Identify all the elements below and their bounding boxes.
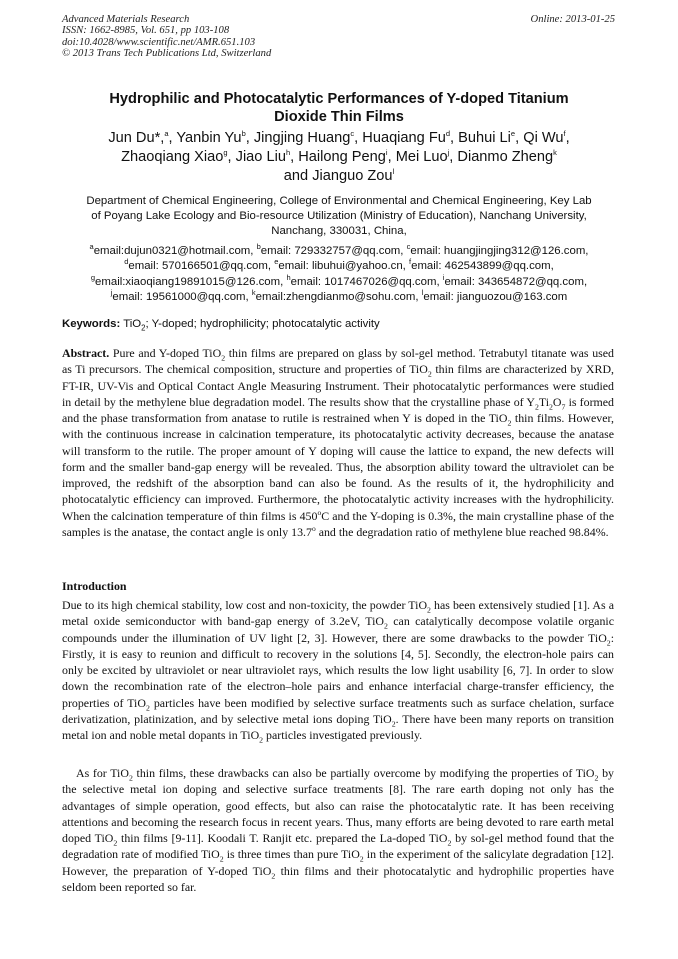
intro-paragraph-1: Due to its high chemical stability, low cost and non-toxicity, the powder TiO$_2$ has been extensively studied [1]. As a metal oxide semiconductor with band-gap energy of 3.2eV, TiO$_2$ can catalytically decompose volatile organic compounds under the illumination of UV light [2, 3]. However, there are some drawbacks to the powder TiO$_2$: Firstly, it is easy to reunion and difficult to recovery in the solutions [4, 5]. Secondly, the electron-hole pairs can only be excited by ultraviolet or near ultraviolet rays, which results the low light usability [6, 7]. In order to slow down the recombination rate of the electron–hole pairs and enhance interfacial charge-transfer efficiency, the properties of TiO$_2$ particles have been modified by selective surface treatments such as surface chelation, surface derivatization, platinization, and by selective metal ions doping TiO$_2$. There have been many reports on transition metal ion and noble metal dopants in TiO$_2$ particles investigated previously. [62, 598, 615, 745]
abstract: Abstract. Pure and Y-doped TiO$_2$ thin films are prepared on glass by sol-gel method. Tetrabutyl titanate was used as Ti precursors. The chemical composition, structure and properties of TiO$_2$ thin films are characterized by XRD, FT-IR, UV-Vis and Optical Contact Angle Measuring Instrument. Their photocatalytic performances were studied in detail by the methylene blue degradation model. The results show that the crystalline phase of $Y_2Ti_2O_7$ is formed and the phase transformation from anatase to rutile is restrained when Y is doped in the TiO$_2$ thin films. However, with the continuous increase in calcination temperature, its photocatalytic activity decreases, because the anatase will transform to the rutile. The proper amount of Y doping will cause the lattice to expand, the new defects will form and the smaller band-gap energy will be revealed. Thus, the absorption ability toward the ultraviolet can be improved, the redshift of the absorption band can also be found. As the results of it, the hydrophilicity and photocatalytic efficiency can improved. Furthermore, the photocatalytic activity increases with the hydrophilicity. When the calcination temperature of thin films is 450$^o$C and the Y-doping is 0.3%, the main crystalline phase of the samples is the anatase, the contact angle is only 13.7$^o$ and the degradation ratio of methylene blue reached 98.84%. [62, 346, 614, 539]
online-date: Online: 2013-01-25 [530, 14, 615, 25]
issn-line: ISSN: 1662-8985, Vol. 651, pp 103-108 [62, 25, 230, 37]
email-line-3: $^g$email:xiaoqiang19891015@126.com, $^h$email: 1017467026@qq.com, $^i$email: 343654872@qq.com, [90, 272, 588, 288]
author-line-1: Jun Du*,$^a$, Yanbin Yu$^b$, Jingjing Huang$^c$, Huaqiang Fu$^d$, Buhui Li$^e$, Qi Wu$^f$, [108, 129, 570, 146]
author-list [40, 129, 638, 186]
title-line-2: Dioxide Thin Films [274, 109, 404, 125]
email-line-4: $^j$email: 19561000@qq.com, $^k$email:zhengdianmo@sohu.com, $^l$email: jianguozou@163.com [110, 288, 568, 303]
journal-name: Advanced Materials Research [62, 14, 190, 25]
keywords: Keywords: TiO$_2$; Y-doped; hydrophilicity; photocatalytic activity [62, 318, 380, 333]
paper-title [40, 90, 638, 126]
journal-header [62, 14, 271, 60]
title-line-1: Hydrophilic and Photocatalytic Performances of Y-doped Titanium [109, 91, 569, 107]
keywords-label: Keywords: [62, 318, 121, 330]
intro-paragraph-2: As for TiO$_2$ thin films, these drawbacks can also be partially overcome by modifying the properties of TiO$_2$ by the selective metal ion doping and selective surface treatments [8]. The rare earth doping not only has the advantages of simple operation, good effects, but also can raise the photocatalytic rate. It has been receiving attentions and becoming the research focus in recent years. Thus, many efforts are being devoted to rare earth metal doped TiO$_2$ thin films [9-11]. Koodali T. Ranjit etc. prepared the La-doped TiO$_2$ by sol-gel method found that the degradation rate of modified TiO$_2$ is three times than pure TiO$_2$ in the experiment of the salicylate degradation [12]. However, the preparation of Y-doped TiO$_2$ thin films and their photocatalytic and hydrophilic properties have seldom been reported so far. [62, 766, 614, 894]
affiliation: Department of Chemical Engineering, College of Environmental and Chemical Engineering, Key Lab of Poyang Lake Ecology and Bio-resource Utilization (Ministry of Education), Nanchang University, Nanchang, 330031, China, [86, 195, 592, 237]
author-line-3: and Jianguo Zou$^l$ [283, 167, 395, 184]
email-line-2: $^d$email: 570166501@qq.com, $^e$email: libuhui@yahoo.cn, $^f$email: 462543899@qq.com, [124, 257, 554, 273]
author-line-2: Zhaoqiang Xiao$^g$, Jiao Liu$^h$, Hailong Peng$^i$, Mei Luo$^j$, Dianmo Zheng$^k$ [121, 148, 557, 165]
copyright-line: © 2013 Trans Tech Publications Ltd, Switzerland [62, 48, 272, 60]
abstract-label: Abstract. [62, 346, 110, 360]
doi-line: doi:10.4028/www.scientific.net/AMR.651.103 [62, 36, 256, 48]
introduction-heading: Introduction [62, 579, 127, 593]
email-line-1: $^a$email:dujun0321@hotmail.com, $^b$email: 729332757@qq.com, $^c$email: huangjingjing312@126.com, [89, 242, 589, 257]
author-emails [50, 244, 628, 305]
